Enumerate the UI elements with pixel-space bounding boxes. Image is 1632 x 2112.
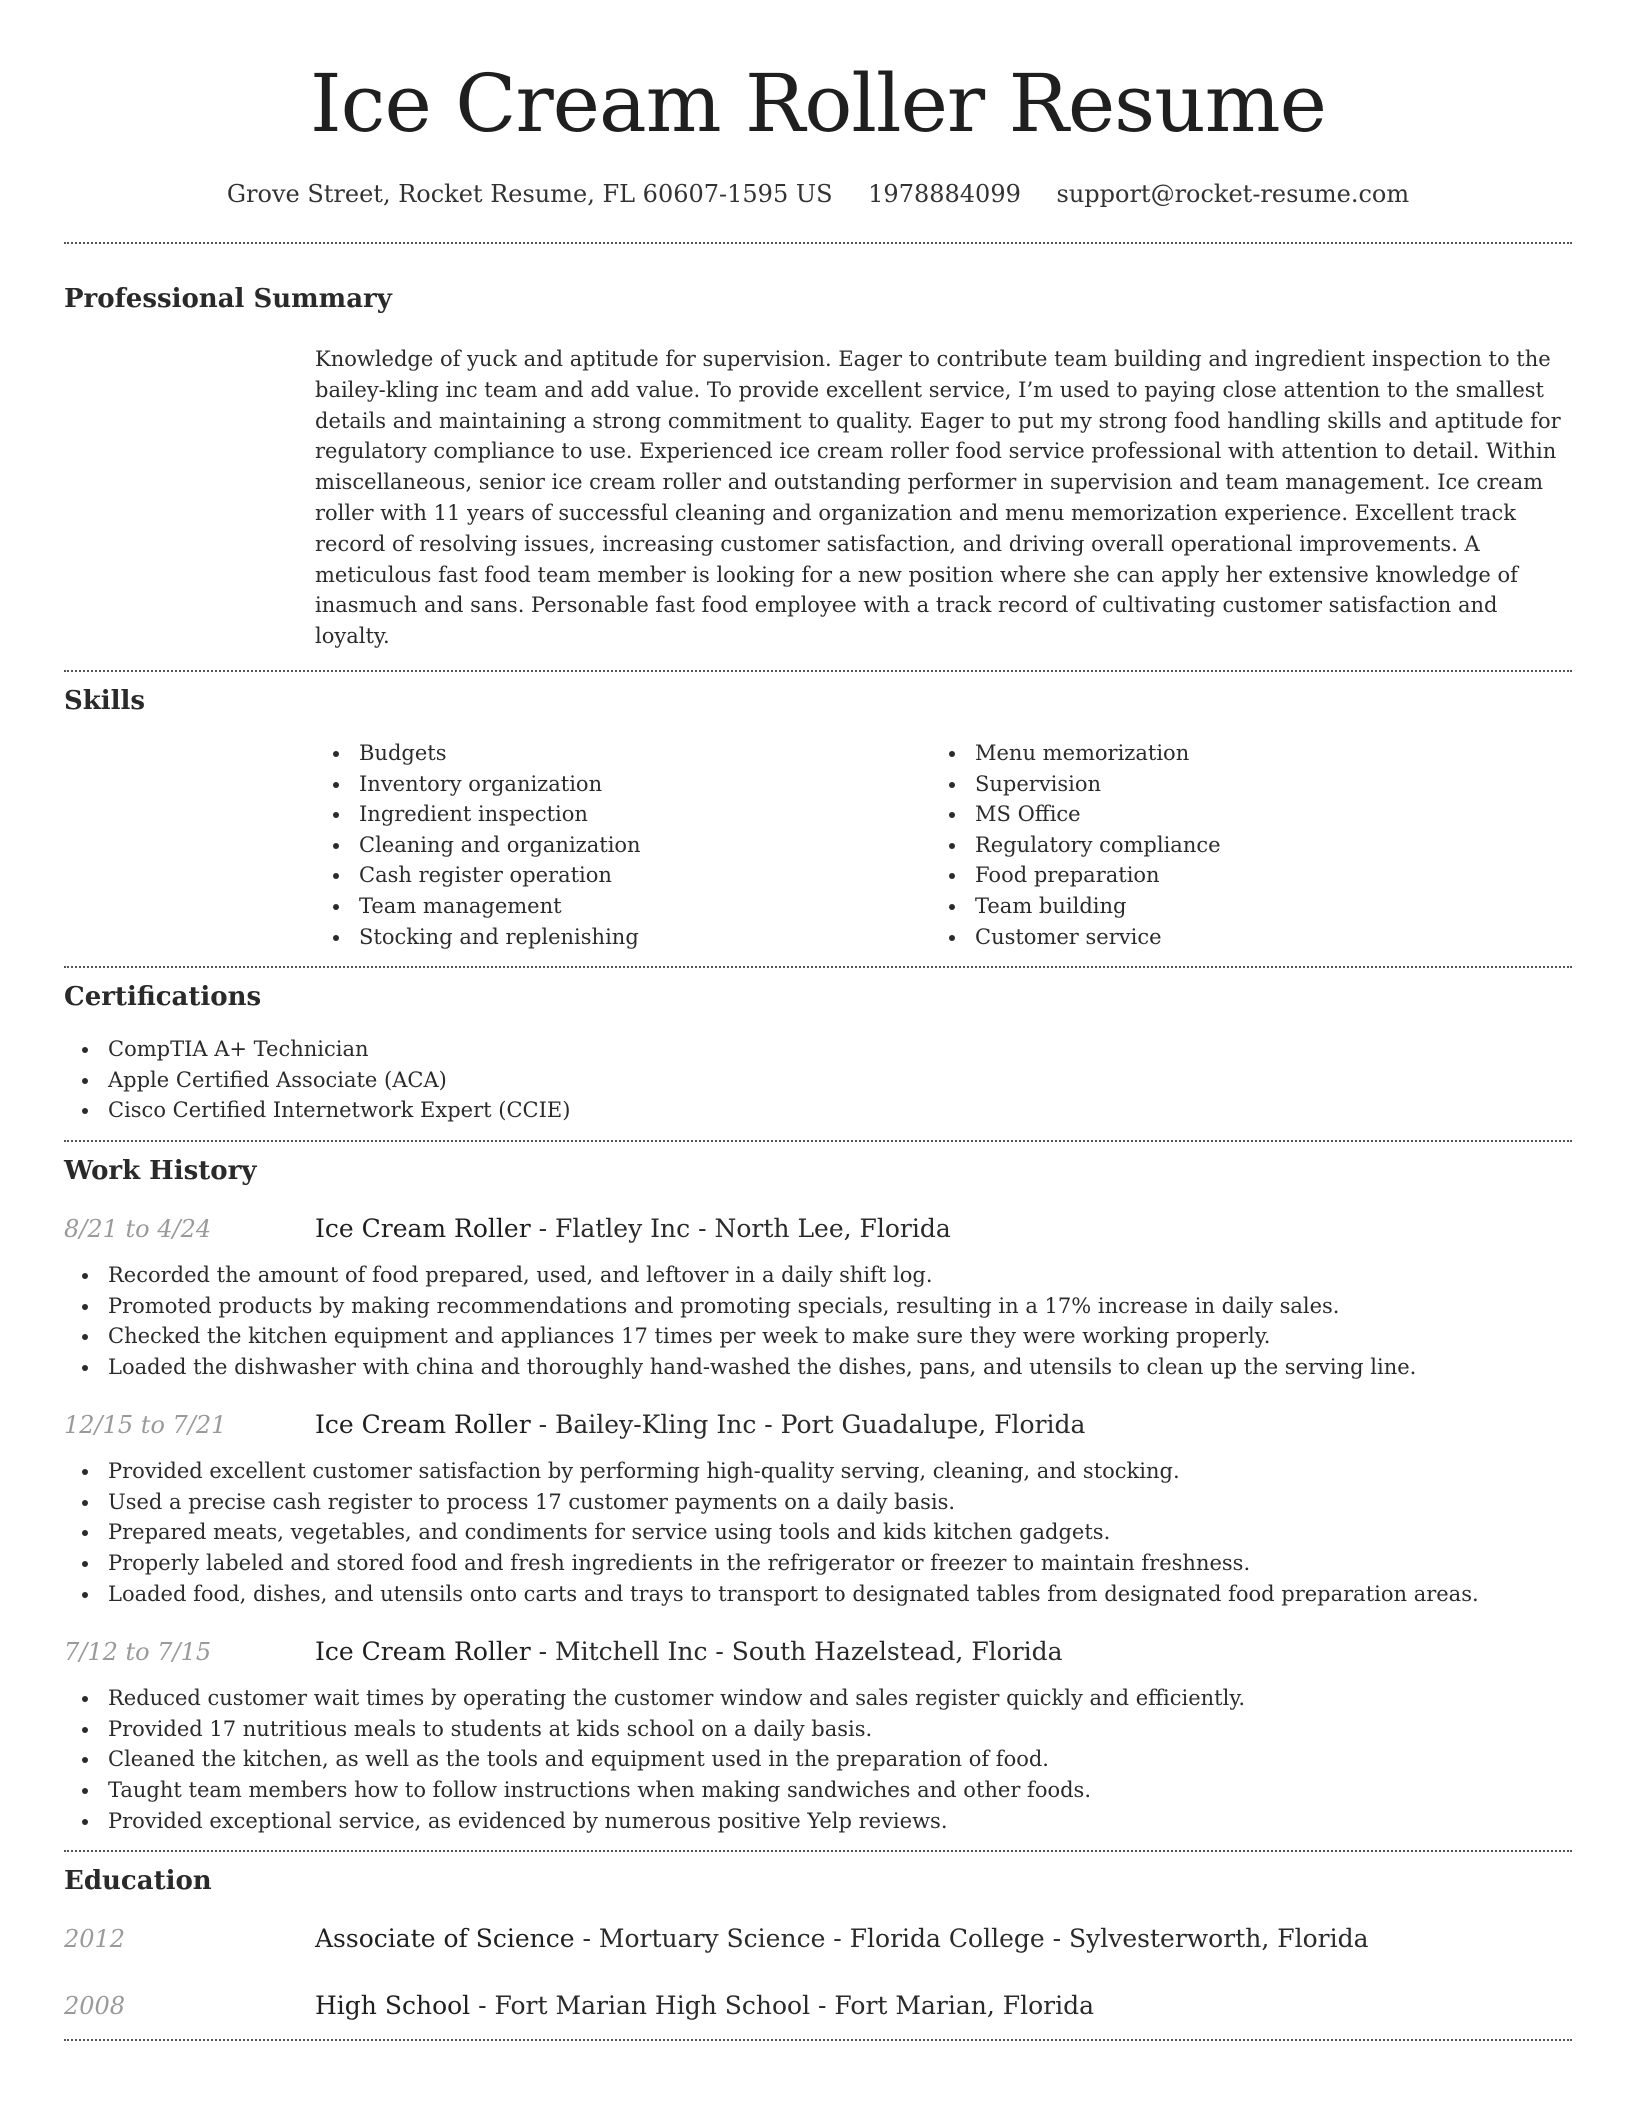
job-employer: - Bailey-Kling Inc - Port Guadalupe, Florida bbox=[530, 1410, 1086, 1440]
skills-list-right bbox=[931, 738, 1547, 952]
education-section bbox=[64, 1864, 1572, 2023]
education-school: - Mortuary Science - Florida College - Sylvesterworth, Florida bbox=[574, 1924, 1369, 1954]
job-entry bbox=[64, 1408, 1572, 1609]
job-bullet: Checked the kitchen equipment and appliances 17 times per week to make sure they were working properly. bbox=[64, 1321, 1572, 1352]
skill-item: Team building bbox=[931, 891, 1547, 922]
summary-section bbox=[64, 282, 1572, 652]
skill-item: Ingredient inspection bbox=[315, 799, 931, 830]
divider bbox=[64, 242, 1572, 244]
job-bullet: Loaded food, dishes, and utensils onto carts and trays to transport to designated tables from designated food preparation areas. bbox=[64, 1579, 1572, 1610]
job-bullet: Properly labeled and stored food and fresh ingredients in the refrigerator or freezer to maintain freshness. bbox=[64, 1548, 1572, 1579]
skill-item: Cash register operation bbox=[315, 860, 931, 891]
certification-item: CompTIA A+ Technician bbox=[64, 1034, 1572, 1065]
education-year: 2008 bbox=[64, 1992, 126, 2021]
job-title bbox=[315, 1635, 1063, 1669]
skill-item: Regulatory compliance bbox=[931, 830, 1547, 861]
job-bullet: Promoted products by making recommendations and promoting specials, resulting in a 17% increase in daily sales. bbox=[64, 1291, 1572, 1322]
education-school: - Fort Marian High School - Fort Marian, Florida bbox=[470, 1991, 1094, 2021]
resume-title: Ice Cream Roller Resume bbox=[310, 57, 1326, 150]
skill-item: Cleaning and organization bbox=[315, 830, 931, 861]
education-degree: Associate of Science bbox=[315, 1924, 575, 1954]
education-heading: Education bbox=[64, 1866, 212, 1897]
job-entry bbox=[64, 1635, 1572, 1836]
work-history-section bbox=[64, 1154, 1572, 1836]
skill-item: Menu memorization bbox=[931, 738, 1547, 769]
skills-grid bbox=[315, 738, 1572, 952]
job-header bbox=[64, 1408, 1572, 1442]
divider bbox=[64, 2039, 1572, 2041]
job-entry bbox=[64, 1212, 1572, 1382]
divider bbox=[64, 966, 1572, 968]
address: Grove Street, Rocket Resume, FL 60607-1595 US bbox=[226, 180, 833, 208]
job-bullets bbox=[64, 1456, 1572, 1609]
job-role: Ice Cream Roller bbox=[315, 1637, 531, 1667]
skill-item: Team management bbox=[315, 891, 931, 922]
job-bullets bbox=[64, 1260, 1572, 1382]
education-title bbox=[315, 1922, 1368, 1956]
job-dates: 12/15 to 7/21 bbox=[64, 1411, 227, 1440]
job-employer: - Flatley Inc - North Lee, Florida bbox=[530, 1213, 951, 1243]
certifications-section bbox=[64, 980, 1572, 1126]
job-bullet: Provided 17 nutritious meals to students at kids school on a daily basis. bbox=[64, 1714, 1572, 1745]
job-bullet: Taught team members how to follow instructions when making sandwiches and other foods. bbox=[64, 1775, 1572, 1806]
summary-text: Knowledge of yuck and aptitude for supervision. Eager to contribute team building and ingredient inspection to the bailey-kling inc team and add value. To provide excellent service, I’m used to paying close attention to the smallest details and maintaining a strong commitment to quality. Eager to put my strong food handling skills and aptitude for regulatory compliance to use. Experienced ice cream roller food service professional with attention to detail. Within miscellaneous, senior ice cream roller and outstanding performer in supervision and team management. Ice cream roller with 11 years of successful cleaning and organization and menu memorization experience. Excellent track record of resolving issues, increasing customer satisfaction, and driving overall operational improvements. A meticulous fast food team member is looking for a new position where she can apply her extensive knowledge of inasmuch and sans. Personable fast food employee with a track record of cultivating customer satisfaction and loyalty. bbox=[315, 347, 1561, 649]
education-entry bbox=[64, 1922, 1572, 1956]
certification-item: Cisco Certified Internetwork Expert (CCIE) bbox=[64, 1095, 1572, 1126]
certifications-heading: Certifications bbox=[64, 982, 262, 1013]
skills-section bbox=[64, 684, 1572, 952]
education-entry bbox=[64, 1989, 1572, 2023]
skill-item: Budgets bbox=[315, 738, 931, 769]
job-bullet: Cleaned the kitchen, as well as the tools and equipment used in the preparation of food. bbox=[64, 1744, 1572, 1775]
job-title bbox=[315, 1408, 1085, 1442]
email: support@rocket-resume.com bbox=[1056, 180, 1410, 208]
divider bbox=[64, 1850, 1572, 1852]
divider bbox=[64, 1140, 1572, 1142]
job-header bbox=[64, 1635, 1572, 1669]
summary-heading: Professional Summary bbox=[64, 284, 392, 314]
job-role: Ice Cream Roller bbox=[315, 1410, 531, 1440]
divider bbox=[64, 670, 1572, 672]
job-bullet: Provided excellent customer satisfaction by performing high-quality serving, cleaning, and stocking. bbox=[64, 1456, 1572, 1487]
skills-heading: Skills bbox=[64, 685, 146, 716]
work-history-heading: Work History bbox=[64, 1155, 257, 1186]
job-employer: - Mitchell Inc - South Hazelstead, Florida bbox=[530, 1637, 1063, 1667]
skills-list-left bbox=[315, 738, 931, 952]
job-bullet: Reduced customer wait times by operating the customer window and sales register quickly and efficiently. bbox=[64, 1683, 1572, 1714]
resume-page bbox=[64, 0, 1572, 2041]
job-bullet: Used a precise cash register to process 17 customer payments on a daily basis. bbox=[64, 1487, 1572, 1518]
skill-item: Customer service bbox=[931, 922, 1547, 953]
job-bullet: Recorded the amount of food prepared, used, and leftover in a daily shift log. bbox=[64, 1260, 1572, 1291]
skill-item: Stocking and replenishing bbox=[315, 922, 931, 953]
skill-item: Food preparation bbox=[931, 860, 1547, 891]
education-year: 2012 bbox=[64, 1925, 126, 1954]
skill-item: MS Office bbox=[931, 799, 1547, 830]
education-title bbox=[315, 1989, 1094, 2023]
job-header bbox=[64, 1212, 1572, 1246]
job-bullets bbox=[64, 1683, 1572, 1836]
phone: 1978884099 bbox=[868, 180, 1021, 208]
job-role: Ice Cream Roller bbox=[315, 1213, 531, 1243]
education-degree: High School bbox=[315, 1991, 471, 2021]
job-bullet: Loaded the dishwasher with china and thoroughly hand-washed the dishes, pans, and utensils to clean up the serving line. bbox=[64, 1352, 1572, 1383]
job-dates: 8/21 to 4/24 bbox=[64, 1214, 212, 1243]
contact-line bbox=[64, 178, 1572, 210]
job-dates: 7/12 to 7/15 bbox=[64, 1638, 212, 1667]
certifications-list bbox=[64, 1034, 1572, 1126]
job-bullet: Prepared meats, vegetables, and condiments for service using tools and kids kitchen gadgets. bbox=[64, 1517, 1572, 1548]
skill-item: Inventory organization bbox=[315, 769, 931, 800]
job-bullet: Provided exceptional service, as evidenced by numerous positive Yelp reviews. bbox=[64, 1806, 1572, 1837]
job-title bbox=[315, 1212, 951, 1246]
certification-item: Apple Certified Associate (ACA) bbox=[64, 1065, 1572, 1096]
skill-item: Supervision bbox=[931, 769, 1547, 800]
